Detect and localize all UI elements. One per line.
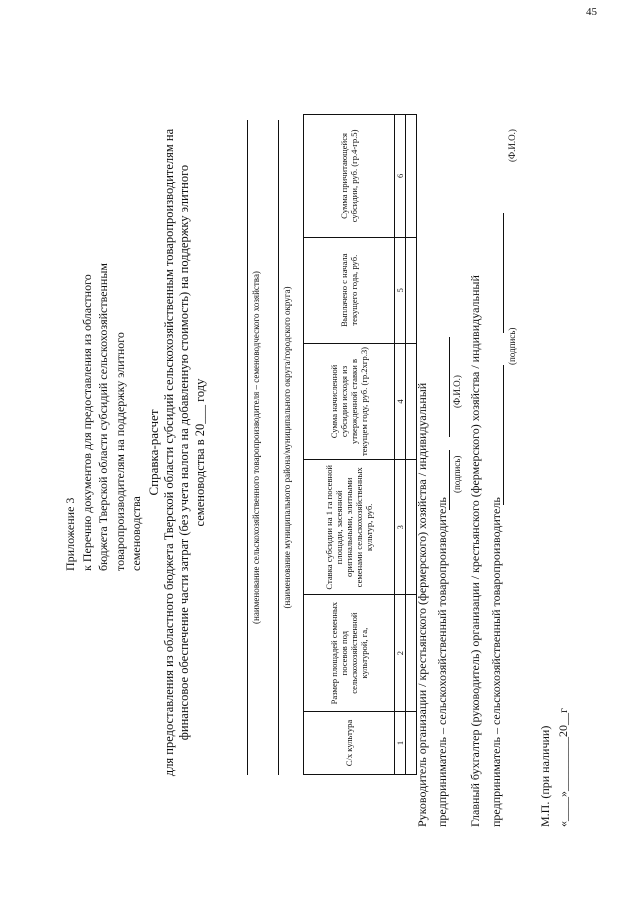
appendix-line: бюджета Тверской области субсидий сельскохозяйственным <box>96 262 110 571</box>
table-header-row <box>304 115 395 775</box>
accountant-name-caption: (Ф.И.О.) <box>507 129 517 162</box>
appendix-line: семеноводства <box>129 496 143 571</box>
column-number: 4 <box>395 343 406 460</box>
column-header: Сумма начисленной субсидии исходя из утвержденной ставки в текущем году, руб. (гр.2хгр.3) <box>304 343 395 460</box>
title-heading: Справка-расчет <box>146 409 161 496</box>
producer-name-line <box>247 120 248 775</box>
stamp-label: М.П. (при наличии) <box>538 725 552 827</box>
column-header: Сумма причитающейся субсидии, руб. (гр.4-гр.5) <box>304 115 395 238</box>
district-name-line <box>278 120 279 775</box>
column-number: 5 <box>395 237 406 343</box>
page-number: 45 <box>586 6 597 18</box>
document-title <box>146 0 208 905</box>
accountant-sign-caption: (подпись) <box>507 327 517 365</box>
table-number-row <box>395 115 406 775</box>
head-signature-line1: Руководитель организации / крестьянского (фермерского) хозяйства / индивидуальный <box>415 382 429 827</box>
column-header: С/х культура <box>304 712 395 775</box>
column-number: 1 <box>395 712 406 775</box>
appendix-header <box>62 151 145 571</box>
head-sign-caption: (подпись) <box>452 455 462 493</box>
accountant-signature-underline <box>503 365 504 505</box>
district-caption: (наименование муниципального района/муниципального округа/городского округа) <box>282 286 292 609</box>
column-header: Размер площадей семенных посевов под сельскохозяйственной культурой, га, <box>304 595 395 712</box>
column-header: Ставка субсидии на 1 га посевной площади, засеянной оригинальными, элитными семенами сельскохозяйственных культур, руб. <box>304 460 395 595</box>
appendix-line: к Перечню документов для предоставления из областного <box>79 274 94 571</box>
date-placeholder: «____»_________20__г <box>556 708 570 827</box>
column-number: 2 <box>395 595 406 712</box>
subsidy-table <box>303 114 417 775</box>
column-number: 6 <box>395 115 406 238</box>
accountant-name-underline <box>503 213 504 333</box>
head-name-caption: (Ф.И.О.) <box>452 375 462 408</box>
title-line: семеноводства в 20___ году <box>192 378 207 527</box>
title-line: для предоставления из областного бюджета Тверской области субсидий сельскохозяйственным товаропроизводителям на <box>161 128 176 777</box>
producer-caption: (наименование сельскохозяйственного товаропроизводителя – семеноводческого хозяйства) <box>251 271 261 624</box>
column-number: 3 <box>395 460 406 595</box>
head-signature-line2: предприниматель – сельскохозяйственный товаропроизводитель <box>435 497 449 827</box>
accountant-signature-line2: предприниматель – сельскохозяйственный товаропроизводитель <box>489 497 503 827</box>
head-signature-underline <box>449 450 450 510</box>
title-line: финансовое обеспечение части затрат (без учета налога на добавленную стоимость) на поддержку элитного <box>177 164 191 741</box>
appendix-line: товаропроизводителям на поддержку элитного <box>112 332 127 571</box>
head-name-underline <box>449 337 450 437</box>
column-header: Выплачено с начала текущего года, руб. <box>304 237 395 343</box>
accountant-signature-line1: Главный бухгалтер (руководитель) организации / крестьянского (фермерского) хозяйства / индивидуальный <box>468 275 482 827</box>
appendix-line: Приложение 3 <box>63 497 77 571</box>
